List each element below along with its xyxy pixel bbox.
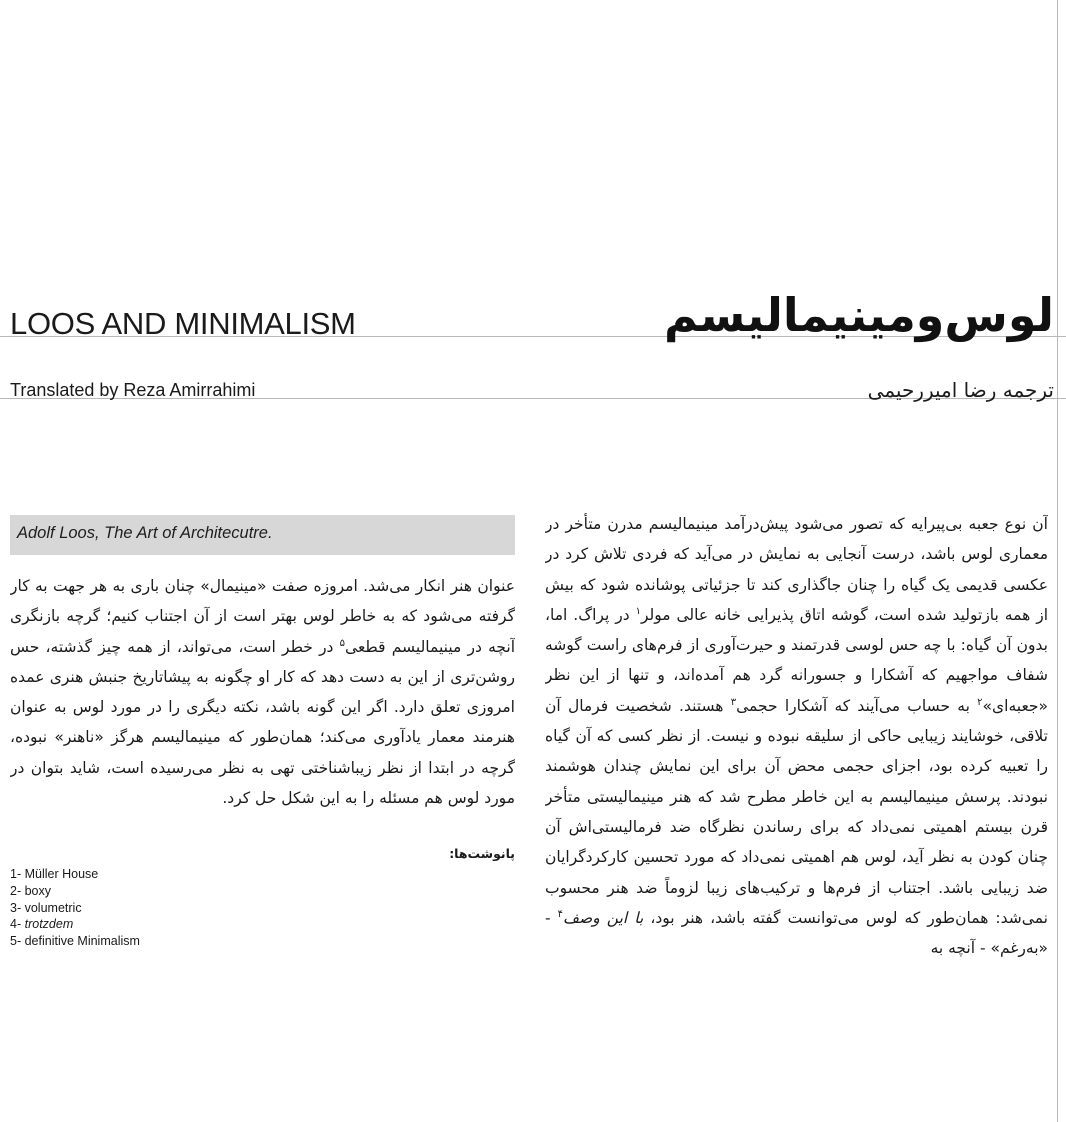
footnotes-title: پانوشت‌ها: <box>449 846 515 861</box>
title-english: LOOS AND MINIMALISM <box>10 306 356 341</box>
body-text: آن نوع جعبه بی‌پیرایه که تصور می‌شود پیش‌درآمد مینیمالیسم مدرن متأخر در معماری لوس باشد، درست آنجایی به نمایش در می‌آید که فردی تلاش کرد در عکسی قدیمی یک گیاه را چنان جاگذاری کند تا جزئیاتی پوشانده شود که بیش از همه بازتولید شده است، گوشه اتاق پذیرایی خانه عالی مولر <box>545 515 1048 624</box>
footnote-number: 5- <box>10 934 22 949</box>
footnote-text: volumetric <box>24 900 82 915</box>
footnote-ref: ۴ <box>557 908 564 920</box>
footnote-ref: ۳ <box>730 696 737 708</box>
body-column-right <box>545 509 1048 969</box>
body-text: عنوان هنر انکار می‌شد. امروزه صفت «مینیمال» چنان باری به هر جهت به کار گرفته می‌شود که به خاطر لوس بهتر است از آن اجتناب کنیم؛ گرچه بازنگری آنچه در مینیمالیسم قطعی <box>10 577 515 656</box>
footnote-item <box>10 900 140 917</box>
footnote-ref: ۲ <box>977 696 983 708</box>
title-persian: لوس‌ومینیمالیسم <box>663 288 1054 342</box>
footnote-item <box>10 883 140 900</box>
caption-text: Adolf Loos, The Art of Architecutre. <box>17 524 273 542</box>
body-text: به حساب می‌آیند که آشکارا حجمی <box>736 696 978 715</box>
footnote-text: trotzdem <box>24 917 74 932</box>
footnote-ref: ۵ <box>339 637 346 649</box>
footnote-number: 3- <box>10 900 22 915</box>
footnote-item <box>10 916 140 933</box>
translator-persian: ترجمه رضا امیررحیمی <box>867 378 1054 402</box>
footnotes-list <box>10 866 140 950</box>
body-text: - «به‌رغم» - آنچه به <box>545 908 1048 958</box>
right-margin-rule <box>1057 0 1058 1122</box>
footnote-item <box>10 866 140 883</box>
footnote-text: definitive Minimalism <box>24 934 140 949</box>
footnote-text: boxy <box>24 883 52 898</box>
footnote-text: Müller House <box>24 867 99 881</box>
footnote-number: 1- <box>10 867 22 881</box>
translator-english: Translated by Reza Amirrahimi <box>10 380 256 400</box>
footnote-number: 2- <box>10 883 22 898</box>
footnote-ref: ۱ <box>635 605 641 617</box>
footnote-number: 4- <box>10 917 22 932</box>
body-text-italic: با این وصف <box>563 908 644 927</box>
body-column-left <box>10 571 515 821</box>
body-text: در خطر است، می‌تواند، از همه چیز گذشته، حس روشن‌تری از این به دست دهد که کار او چگونه به پیشاتاریخ جنبش هنری عمده امروزی تعلق دارد. اگر این گونه باشد، نکته دیگری را در مورد لوس به عنوان هنرمند معمار یادآوری می‌کند؛ همان‌طور که مینیمالیسم هرگز «ناهنر» نبوده، گرچه در ابتدا از نظر زیباشناختی تهی به نظر می‌رسیده است، شاید بتوان در مورد لوس هم مسئله را به این شکل حل کرد. <box>10 637 515 808</box>
footnote-item <box>10 933 140 950</box>
caption-box <box>10 515 515 555</box>
body-text: هستند. شخصیت فرمال آن تلاقی، خوشایند زیبایی حاکی از سلیقه نبوده و نیست. از نظر کسی که آن گیاه را تعبیه کرده بود، اجزای حجمی محض آن برای این نمایش چندان هوشمند نبودند. پرسش مینیمالیسم به این خاطر مطرح شد که هنر مینیمالیستی متأخر قرن بیستم اهمیتی نمی‌داد که برای رساندن نظرگاه ضد فرمالیستی‌اش آن چنان کودن به نظر آید، لوس هم اهمیتی نمی‌داد که مورد تحسین کارکردگرایان ضد زیبایی باشد. اجتناب از فرم‌ها و ترکیب‌های زیبا لزوماً ضد هنر محسوب نمی‌شد: همان‌طور که لوس می‌توانست گفته باشد، هنر بود، <box>545 696 1048 927</box>
body-text: در پراگ. اما، بدون آن گیاه: با چه حس لوسی قدرتمند و حیرت‌آوری از فرم‌های راست گوشه شفاف مواجهیم که آشکارا و جسورانه گرد هم آمده‌اند، و تنها از این نظر «جعبه‌ای» <box>545 605 1048 715</box>
